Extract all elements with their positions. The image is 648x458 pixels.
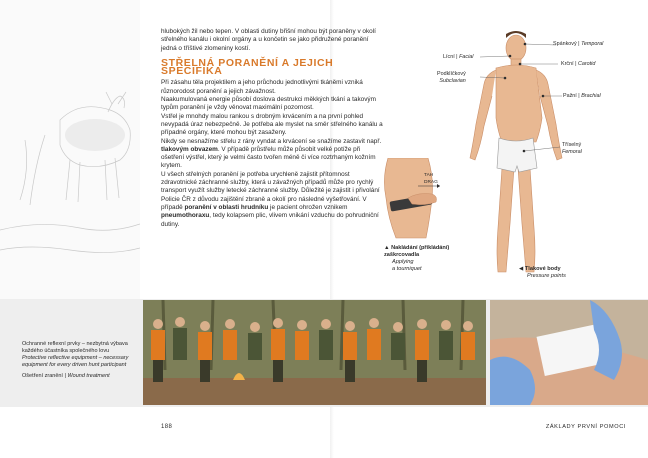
caption-wound-wrap: [22, 373, 140, 380]
deer-illustration: [0, 0, 140, 300]
label-brachial-cs: Pažní |: [563, 93, 580, 99]
label-carotid-cs: Krční |: [561, 61, 577, 67]
hunters-photo: [143, 300, 486, 405]
label-brachial-en: Brachial: [581, 93, 601, 99]
caption-pressure-cs-wrap: [519, 266, 619, 273]
caption-tourniquet-cs-wrap: [384, 245, 464, 259]
paragraph-5: [161, 171, 383, 229]
caption-tourniquet-cs: Nakládání (přikládání) zaškrcovadla: [384, 245, 450, 258]
deer-sketch-icon: [0, 0, 140, 300]
caption-reflective-en: Protective reflective equipment – necessary equipment for every driven hunt participant: [22, 354, 129, 368]
caption-wound-en: Wound treatment: [67, 372, 110, 379]
p4-bold: tlakovým obvazem: [161, 145, 218, 153]
p4-end: . V případě průstřelu může působit velké potíže při ošetření výstřel, který je velmi často tvořen méně či více roztrhaným kožním krytem.: [161, 145, 376, 170]
running-footer-title: ZÁKLADY PRVNÍ POMOCI: [545, 424, 626, 430]
label-femoral-cs: Tříselný: [562, 142, 582, 148]
hunters-group-icon: [143, 300, 486, 405]
human-body-figure: [440, 26, 640, 286]
wound-treatment-photo: [490, 300, 648, 405]
caption-pressure: [519, 266, 619, 280]
tourniquet-illustration: [378, 158, 450, 244]
caption-tourniquet: [384, 245, 464, 273]
label-drag: DRAG: [424, 180, 438, 185]
caption-pressure-en: Pressure points: [527, 273, 566, 279]
label-facial-en: Facial: [459, 54, 474, 60]
p4-start: Nikdy se nesnažíme střelu z rány vyndat a krvácení se snažíme zastavit např.: [161, 137, 382, 145]
gloved-hands-icon: [490, 300, 648, 405]
caption-reflective: [22, 341, 140, 380]
label-subclavian: [437, 71, 466, 84]
text-column: [161, 28, 383, 229]
label-carotid: [561, 61, 595, 68]
label-facial-cs: Lícní |: [443, 54, 458, 60]
caption-tourniquet-en-1: Applying: [392, 259, 414, 265]
label-temporal: [553, 41, 603, 48]
label-facial: [443, 54, 473, 61]
p5-mid: je pacient ohrožen vznikem: [268, 203, 348, 211]
intro-paragraph: hlubokých žil nebo tepen. V oblasti dutiny břišní mohou být poraněny v okolí střelného kanálu i okolní orgány a u končetin se jako přidružené poranění jedná o tříštivé zlomeniny kostí.: [161, 28, 376, 52]
caption-wound-cs: Ošetření zranění |: [22, 372, 66, 379]
label-femoral: [562, 142, 582, 155]
label-tah: TAH: [424, 173, 434, 178]
label-subclavian-cs: Podklíčkový: [437, 71, 466, 77]
label-brachial: [563, 93, 601, 100]
paragraph-1: Při zásahu těla projektilem a jeho průchodu jednotlivými tkáněmi vzniká různorodost poranění a jejich závažnost.: [161, 79, 363, 95]
caption-tourniquet-en-wrap: [384, 259, 464, 273]
section-heading: STŘELNÁ PORANĚNÍ A JEJICH SPECIFIKA: [161, 56, 334, 78]
label-temporal-cs: Spánkový |: [553, 41, 580, 47]
triangle-left-icon: ◀: [519, 266, 524, 272]
page-number: 188: [161, 424, 173, 430]
p5-bold-chest: poranění v oblasti hrudníku: [184, 203, 269, 211]
paragraph-3: Vstřel je mnohdy malou rankou s drobným krvácením a na první pohled nevypadá úraz nebezpečně. Je potřeba ale myslet na směr střelného kanálu a případné orgány, které mohou být zasaženy.: [161, 112, 383, 137]
label-temporal-en: Temporal: [581, 41, 604, 47]
caption-pressure-cs: Tlakové body: [524, 266, 561, 272]
label-subclavian-en: Subclavian: [439, 77, 466, 84]
caption-reflective-cs: Ochranné reflexní prvky – nezbytná výbava každého účastníka společného lovu: [22, 341, 128, 354]
paragraph-4: [161, 138, 383, 171]
paragraph-2: Naakumulovaná energie působí doslova destrukci měkkých tkání a takovým typům poranění je vždy věnovat maximální pozornost.: [161, 96, 376, 112]
p5-start: U všech střelných poranění je potřeba urychleně zajistit přítomnost zdravotnické záchranné služby, která u závažných případů může pro rychlý transport využít služby letecké záchranné služby. Důležité je zajistit i přivolání Policie ČR z důvodu zajištění zbraně a okolí pro následné vyšetřování. V případě: [161, 170, 380, 211]
caption-tourniquet-en-2: a tourniquet: [392, 266, 422, 272]
triangle-icon: ▲: [384, 245, 390, 251]
label-carotid-en: Carotid: [577, 61, 596, 67]
label-femoral-en: Femoral: [562, 148, 582, 155]
caption-pressure-en-wrap: [519, 273, 619, 280]
p5-bold-pneumo: pneumothoraxu: [161, 212, 210, 220]
p5-end: , tedy kolapsem plic, vlivem vnikání vzduchu do pohrudniční dutiny.: [161, 212, 379, 228]
